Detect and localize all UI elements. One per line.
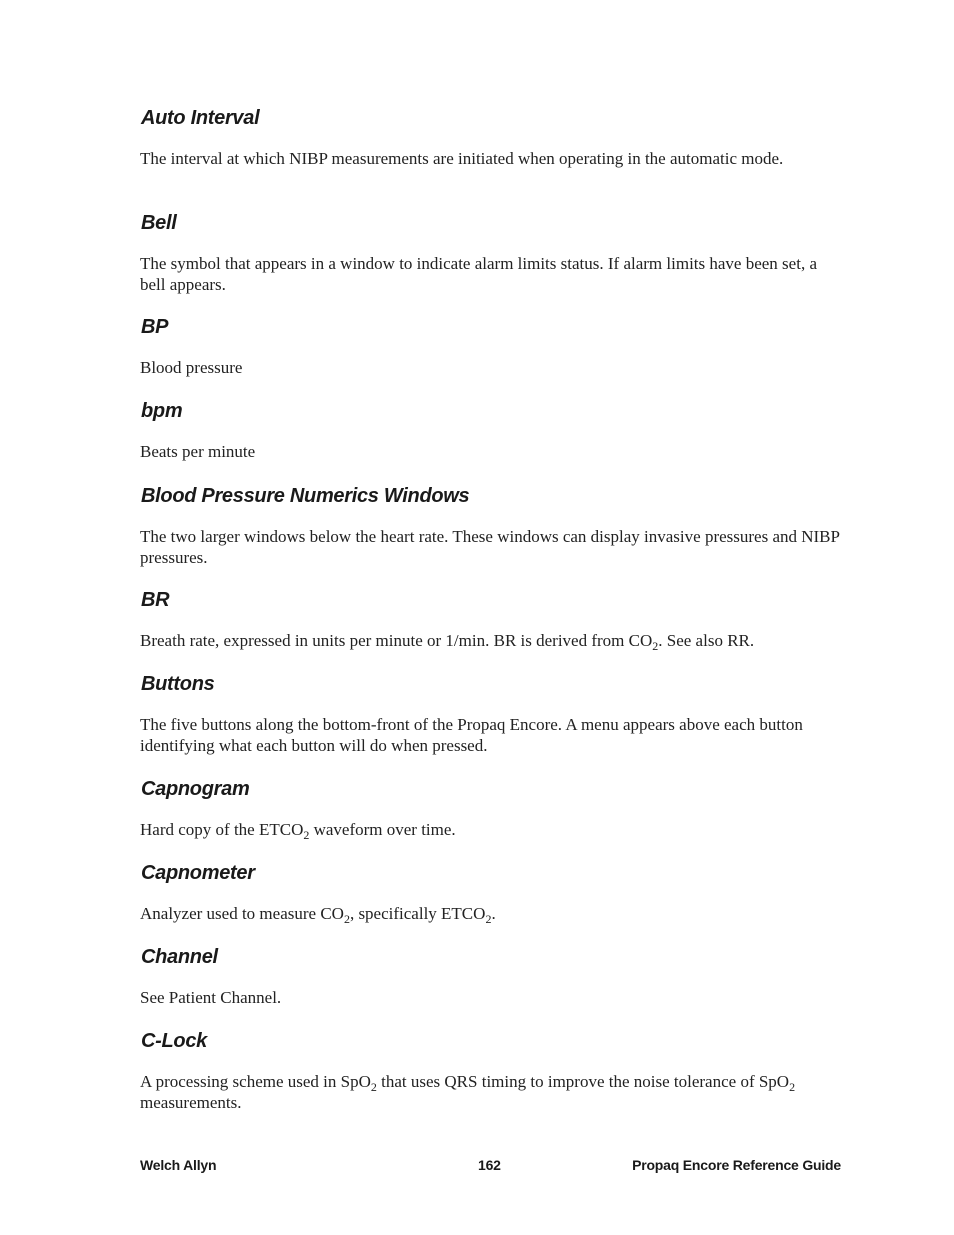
definition-br bbox=[140, 631, 845, 652]
term-buttons: Buttons bbox=[141, 673, 215, 695]
subscript: 2 bbox=[370, 1080, 377, 1094]
definition-text: , specifically ETCO bbox=[349, 904, 486, 923]
definition-channel: See Patient Channel. bbox=[140, 988, 282, 1007]
definition-bell: The symbol that appears in a window to indicate alarm limits status. If alarm limits have been set, a bell appears. bbox=[140, 254, 817, 294]
definition-capnogram bbox=[140, 820, 845, 841]
definition-text: waveform over time. bbox=[309, 820, 456, 839]
term-c-lock: C-Lock bbox=[141, 1030, 207, 1052]
definition-text: A processing scheme used in SpO bbox=[140, 1072, 371, 1091]
term-bpm: bpm bbox=[141, 400, 183, 422]
footer-page-number: 162 bbox=[478, 1157, 501, 1173]
footer-company: Welch Allyn bbox=[140, 1157, 217, 1173]
definition-auto-interval: The interval at which NIBP measurements are initiated when operating in the automatic mode. bbox=[140, 149, 784, 168]
definition-text: Breath rate, expressed in units per minute or 1/min. BR is derived from CO bbox=[140, 631, 653, 650]
term-blood-pressure-numerics-windows: Blood Pressure Numerics Windows bbox=[141, 485, 470, 507]
footer-document-title: Propaq Encore Reference Guide bbox=[632, 1157, 841, 1173]
definition-bpm: Beats per minute bbox=[140, 442, 256, 461]
subscript: 2 bbox=[789, 1080, 796, 1094]
definition-text: Hard copy of the ETCO bbox=[140, 820, 304, 839]
definition-text: Analyzer used to measure CO bbox=[140, 904, 344, 923]
term-capnometer: Capnometer bbox=[141, 862, 255, 884]
definition-bp: Blood pressure bbox=[140, 358, 243, 377]
term-auto-interval: Auto Interval bbox=[141, 107, 260, 129]
definition-c-lock bbox=[140, 1072, 845, 1113]
term-capnogram: Capnogram bbox=[141, 778, 250, 800]
definition-text: measurements. bbox=[140, 1092, 242, 1112]
term-bell: Bell bbox=[141, 212, 177, 234]
definition-text: . See also RR. bbox=[658, 631, 755, 650]
subscript: 2 bbox=[303, 828, 310, 842]
term-channel: Channel bbox=[141, 946, 218, 968]
subscript: 2 bbox=[343, 912, 350, 926]
definition-text: . bbox=[491, 904, 496, 923]
subscript: 2 bbox=[485, 912, 492, 926]
definition-blood-pressure-numerics-windows: The two larger windows below the heart rate. These windows can display invasive pressures and NIBP pressures. bbox=[140, 527, 840, 567]
term-br: BR bbox=[141, 589, 170, 611]
definition-capnometer bbox=[140, 904, 845, 925]
subscript: 2 bbox=[652, 639, 659, 653]
definition-buttons: The five buttons along the bottom-front of the Propaq Encore. A menu appears above each button identifying what each button will do when pressed. bbox=[140, 715, 803, 755]
definition-text: that uses QRS timing to improve the noise tolerance of SpO bbox=[376, 1072, 790, 1091]
term-bp: BP bbox=[141, 316, 169, 338]
